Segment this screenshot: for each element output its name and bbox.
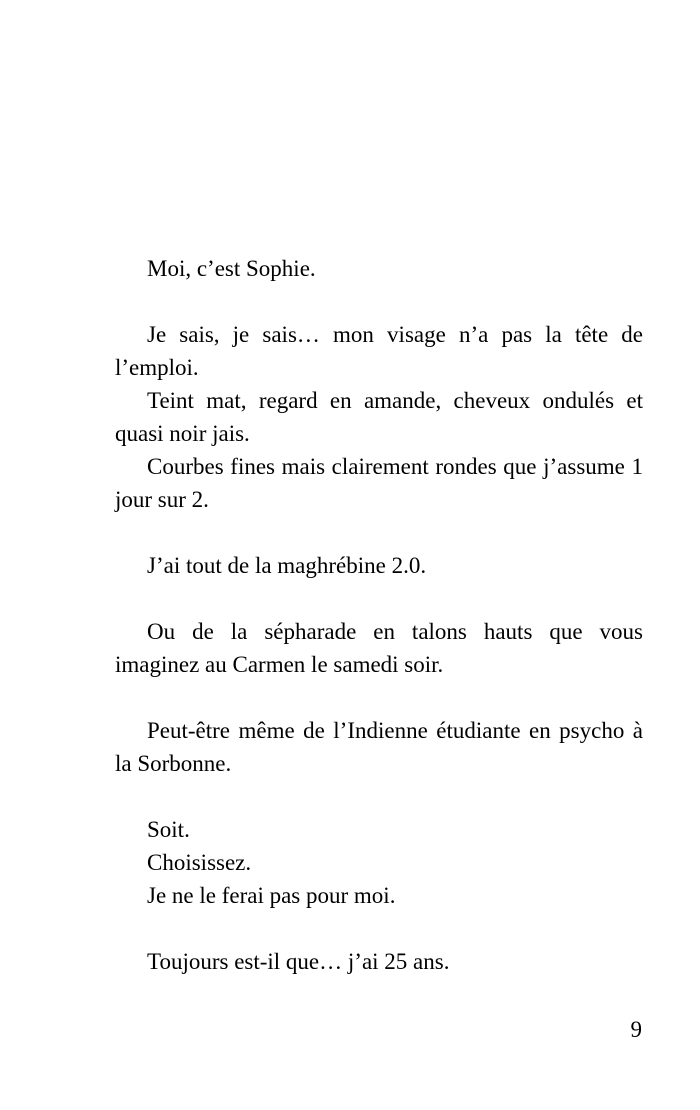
paragraph-gap (115, 285, 643, 318)
paragraph: Moi, c’est Sophie. (147, 256, 316, 281)
paragraph: Toujours est-il que… j’ai 25 ans. (147, 949, 450, 974)
paragraph: Choisissez. (147, 850, 252, 875)
page-text (115, 252, 643, 978)
paragraph: J’ai tout de la maghrébine 2.0. (147, 553, 427, 578)
paragraph-gap (115, 681, 643, 714)
paragraph: Ou de la sépharade en talons hauts que vous imaginez au Carmen le samedi soir. (115, 619, 643, 677)
paragraph: Je sais, je sais… mon visage n’a pas la tête de l’emploi. (115, 322, 643, 380)
paragraph-gap (115, 516, 643, 549)
page-number: 9 (630, 1017, 642, 1042)
paragraph: Soit. (147, 817, 190, 842)
paragraph-gap (115, 912, 643, 945)
paragraph: Courbes fines mais clairement rondes que j’assume 1 jour sur 2. (115, 454, 643, 512)
paragraph-gap (115, 582, 643, 615)
paragraph: Teint mat, regard en amande, cheveux ondulés et quasi noir jais. (115, 388, 643, 446)
paragraph: Je ne le ferai pas pour moi. (147, 883, 396, 908)
paragraph-gap (115, 780, 643, 813)
paragraph: Peut-être même de l’Indienne étudiante en psycho à la Sorbonne. (115, 718, 643, 776)
